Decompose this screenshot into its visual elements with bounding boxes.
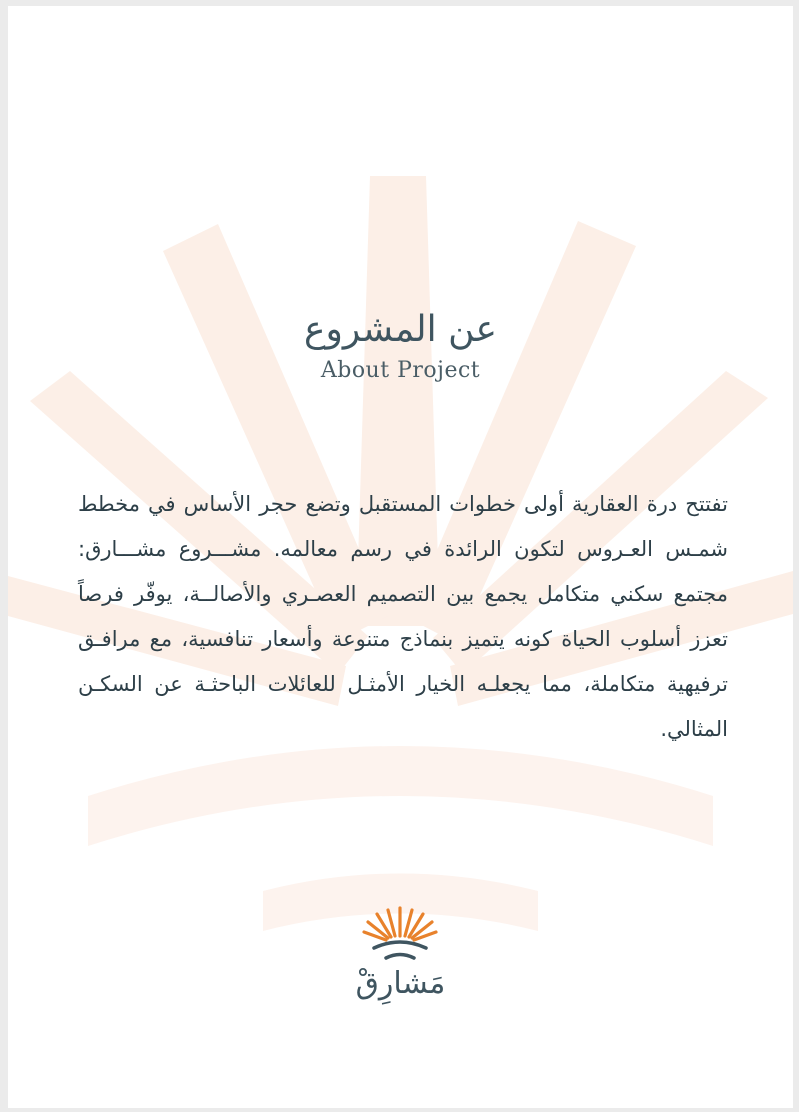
project-description: تفتتح درة العقارية أولى خطوات المستقبل وتضع حجر الأساس في مخطط شمـس العـروس لتكون الرائدة في رسم معالمه. مشـــروع مشـــارق: مجتمع سكني متكامل يجمع بين التصميم العصـري والأصالــة، يوفّر فرصاً تعزز أسلوب الحياة كونه يتميز بنماذج متنوعة وأسعار تنافسية، مع مرافـق ترفيهية متكاملة، مما يجعلـه الخيار الأمثـل للعائلات الباحثـة عن السكـن المثالي. <box>78 492 728 741</box>
page-title-arabic: عن المشروع <box>304 309 497 350</box>
page-title-english: About Project <box>320 358 481 383</box>
document-page <box>8 6 793 1108</box>
arc-large <box>88 746 713 846</box>
logo-wordmark: مَشارِقْ <box>355 966 446 1001</box>
sunrise-icon <box>350 898 450 968</box>
